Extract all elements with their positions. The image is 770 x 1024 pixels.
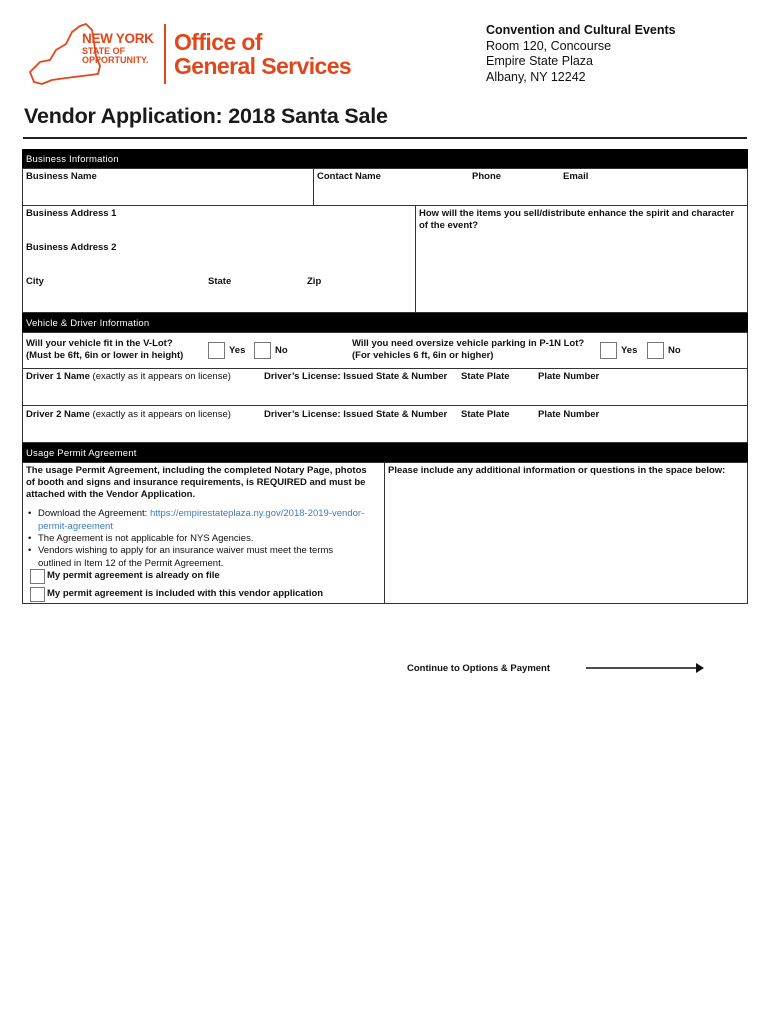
zip-field[interactable]: Zip bbox=[307, 276, 322, 287]
driver-1-license-field[interactable]: Driver’s License: Issued State & Number bbox=[264, 371, 448, 382]
driver-2-plate-number-field[interactable]: Plate Number bbox=[538, 409, 600, 420]
city-field[interactable]: City bbox=[26, 276, 44, 287]
agency-address: Convention and Cultural Events Room 120, Concourse Empire State Plaza Albany, NY 12242 bbox=[486, 23, 676, 84]
insurance-waiver-item: Vendors wishing to apply for an insurance waiver must meet the terms outlined in Item 12 of the Permit Agreement. bbox=[38, 545, 334, 569]
event-enhancement-question[interactable]: How will the items you sell/distribute enhance the spirit and character of the event? bbox=[419, 208, 735, 231]
email-field[interactable]: Email bbox=[563, 171, 589, 182]
vehicle-driver-header: Vehicle & Driver Information bbox=[22, 313, 748, 332]
state-field[interactable]: State bbox=[208, 276, 232, 287]
permit-included-label: My permit agreement is included with this vendor application bbox=[47, 588, 324, 599]
phone-field[interactable]: Phone bbox=[472, 171, 502, 182]
permit-on-file-checkbox[interactable] bbox=[30, 569, 45, 584]
driver-2-name-field[interactable]: Driver 2 Name (exactly as it appears on license) bbox=[26, 409, 231, 420]
contact-name-field[interactable]: Contact Name bbox=[317, 171, 381, 182]
vlot-yes-label: Yes bbox=[229, 345, 246, 356]
permit-agreement-link-cont[interactable]: permit-agreement bbox=[38, 520, 113, 532]
vlot-yes-checkbox[interactable] bbox=[208, 342, 225, 359]
usage-permit-header: Usage Permit Agreement bbox=[22, 443, 748, 462]
business-name-field[interactable]: Business Name bbox=[26, 171, 97, 182]
driver-2-license-field[interactable]: Driver’s License: Issued State & Number bbox=[264, 409, 448, 420]
logo-state-of-opportunity: STATE OF OPPORTUNITY. bbox=[82, 46, 149, 65]
oversize-yes-label: Yes bbox=[621, 345, 638, 356]
business-information-header: Business Information bbox=[22, 149, 748, 168]
permit-agreement-link[interactable]: https://empirestateplaza.ny.gov/2018-2019-vendor- bbox=[149, 508, 365, 519]
title-divider bbox=[23, 137, 747, 139]
office-of-general-services-logo: Office of General Services bbox=[174, 29, 352, 79]
logo-divider bbox=[164, 24, 166, 84]
additional-info-field[interactable]: Please include any additional information or questions in the space below: bbox=[388, 465, 726, 476]
permit-requirement-text: The usage Permit Agreement, including the completed Notary Page, photos of booth and signs and insurance requirements, is REQUIRED and must be attached with the Vendor Application. bbox=[26, 465, 367, 500]
business-information-frame bbox=[22, 168, 748, 313]
logo-new-york-text: NEW YORK bbox=[82, 31, 154, 46]
permit-on-file-label: My permit agreement is already on file bbox=[47, 570, 220, 581]
business-address-1-field[interactable]: Business Address 1 bbox=[26, 208, 117, 219]
oversize-no-label: No bbox=[668, 345, 681, 356]
oversize-parking-question: Will you need oversize vehicle parking in P-1N Lot? (For vehicles 6 ft, 6in or higher) bbox=[352, 338, 585, 361]
permit-included-checkbox[interactable] bbox=[30, 587, 45, 602]
oversize-yes-checkbox[interactable] bbox=[600, 342, 617, 359]
driver-1-plate-number-field[interactable]: Plate Number bbox=[538, 371, 600, 382]
vlot-no-label: No bbox=[275, 345, 288, 356]
vlot-question: Will your vehicle fit in the V-Lot? (Must be 6ft, 6in or lower in height) bbox=[26, 338, 184, 361]
page-title: Vendor Application: 2018 Santa Sale bbox=[24, 104, 388, 128]
driver-1-name-field[interactable]: Driver 1 Name (exactly as it appears on license) bbox=[26, 371, 231, 382]
download-agreement-item: Download the Agreement: https://empirestateplaza.ny.gov/2018-2019-vendor- permit-agreement bbox=[38, 508, 365, 532]
driver-1-state-plate-field[interactable]: State Plate bbox=[461, 371, 510, 382]
right-arrow-icon bbox=[586, 661, 706, 675]
business-address-2-field[interactable]: Business Address 2 bbox=[26, 242, 117, 253]
driver-2-state-plate-field[interactable]: State Plate bbox=[461, 409, 510, 420]
vlot-no-checkbox[interactable] bbox=[254, 342, 271, 359]
continue-to-options-payment[interactable]: Continue to Options & Payment bbox=[407, 663, 551, 674]
not-applicable-item: The Agreement is not applicable for NYS Agencies. bbox=[38, 533, 254, 544]
oversize-no-checkbox[interactable] bbox=[647, 342, 664, 359]
